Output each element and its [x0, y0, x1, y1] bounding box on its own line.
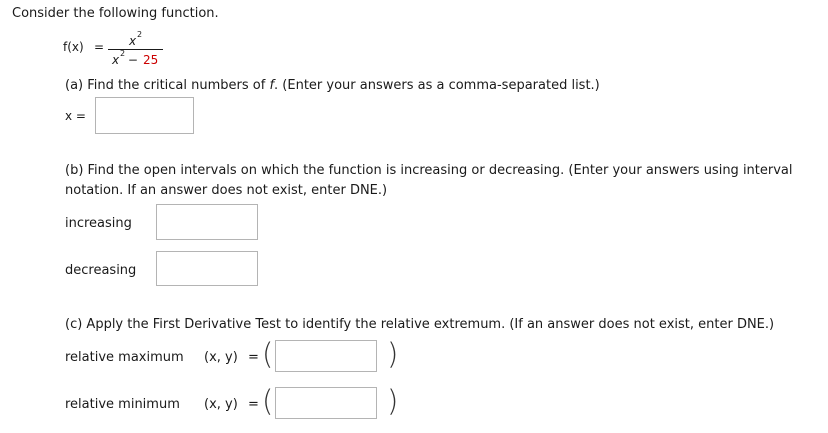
- increasing-input[interactable]: [156, 204, 258, 240]
- numerator-exponent: 2: [137, 30, 143, 39]
- part-a-suffix: . (Enter your answers as a comma-separated list.): [274, 78, 600, 93]
- relative-maximum-close-paren: ): [387, 337, 399, 371]
- relative-minimum-close-paren: ): [387, 384, 399, 418]
- function-lhs: f(x): [63, 40, 84, 54]
- function-equals: =: [94, 40, 105, 54]
- numerator-base: x: [129, 34, 137, 48]
- decreasing-input[interactable]: [156, 251, 258, 286]
- relative-minimum-point-label: (x, y): [204, 397, 238, 412]
- fraction-bar: [108, 49, 163, 50]
- relative-minimum-input[interactable]: [275, 387, 377, 419]
- part-c-question: (c) Apply the First Derivative Test to identify the relative extremum. (If an answer does not exist, enter DNE.): [65, 317, 775, 332]
- part-a-question: [65, 78, 600, 93]
- part-a-prefix: (a) Find the critical numbers of: [65, 78, 270, 93]
- relative-minimum-equals: =: [248, 397, 259, 412]
- part-a-function-var: f: [269, 78, 275, 93]
- critical-numbers-label: x =: [65, 109, 86, 123]
- denominator-minus: −: [124, 53, 142, 67]
- relative-minimum-label: relative minimum: [65, 397, 180, 412]
- denominator-base: x: [112, 53, 120, 67]
- relative-maximum-label: relative maximum: [65, 350, 184, 365]
- relative-maximum-equals: =: [248, 350, 259, 365]
- intro-text: Consider the following function.: [12, 6, 219, 21]
- denominator-constant: 25: [143, 53, 159, 67]
- increasing-label: increasing: [65, 216, 132, 231]
- relative-maximum-point-label: (x, y): [204, 350, 238, 365]
- relative-maximum-input[interactable]: [275, 340, 377, 372]
- relative-minimum-open-paren: (: [262, 384, 274, 418]
- decreasing-label: decreasing: [65, 263, 137, 278]
- denominator-exponent: 2: [120, 49, 126, 58]
- part-b-question-line1: (b) Find the open intervals on which the function is increasing or decreasing. (Enter your answers using interval: [65, 163, 793, 178]
- relative-maximum-open-paren: (: [262, 337, 274, 371]
- part-b-question-line2: notation. If an answer does not exist, enter DNE.): [65, 183, 388, 198]
- critical-numbers-input[interactable]: [95, 97, 194, 134]
